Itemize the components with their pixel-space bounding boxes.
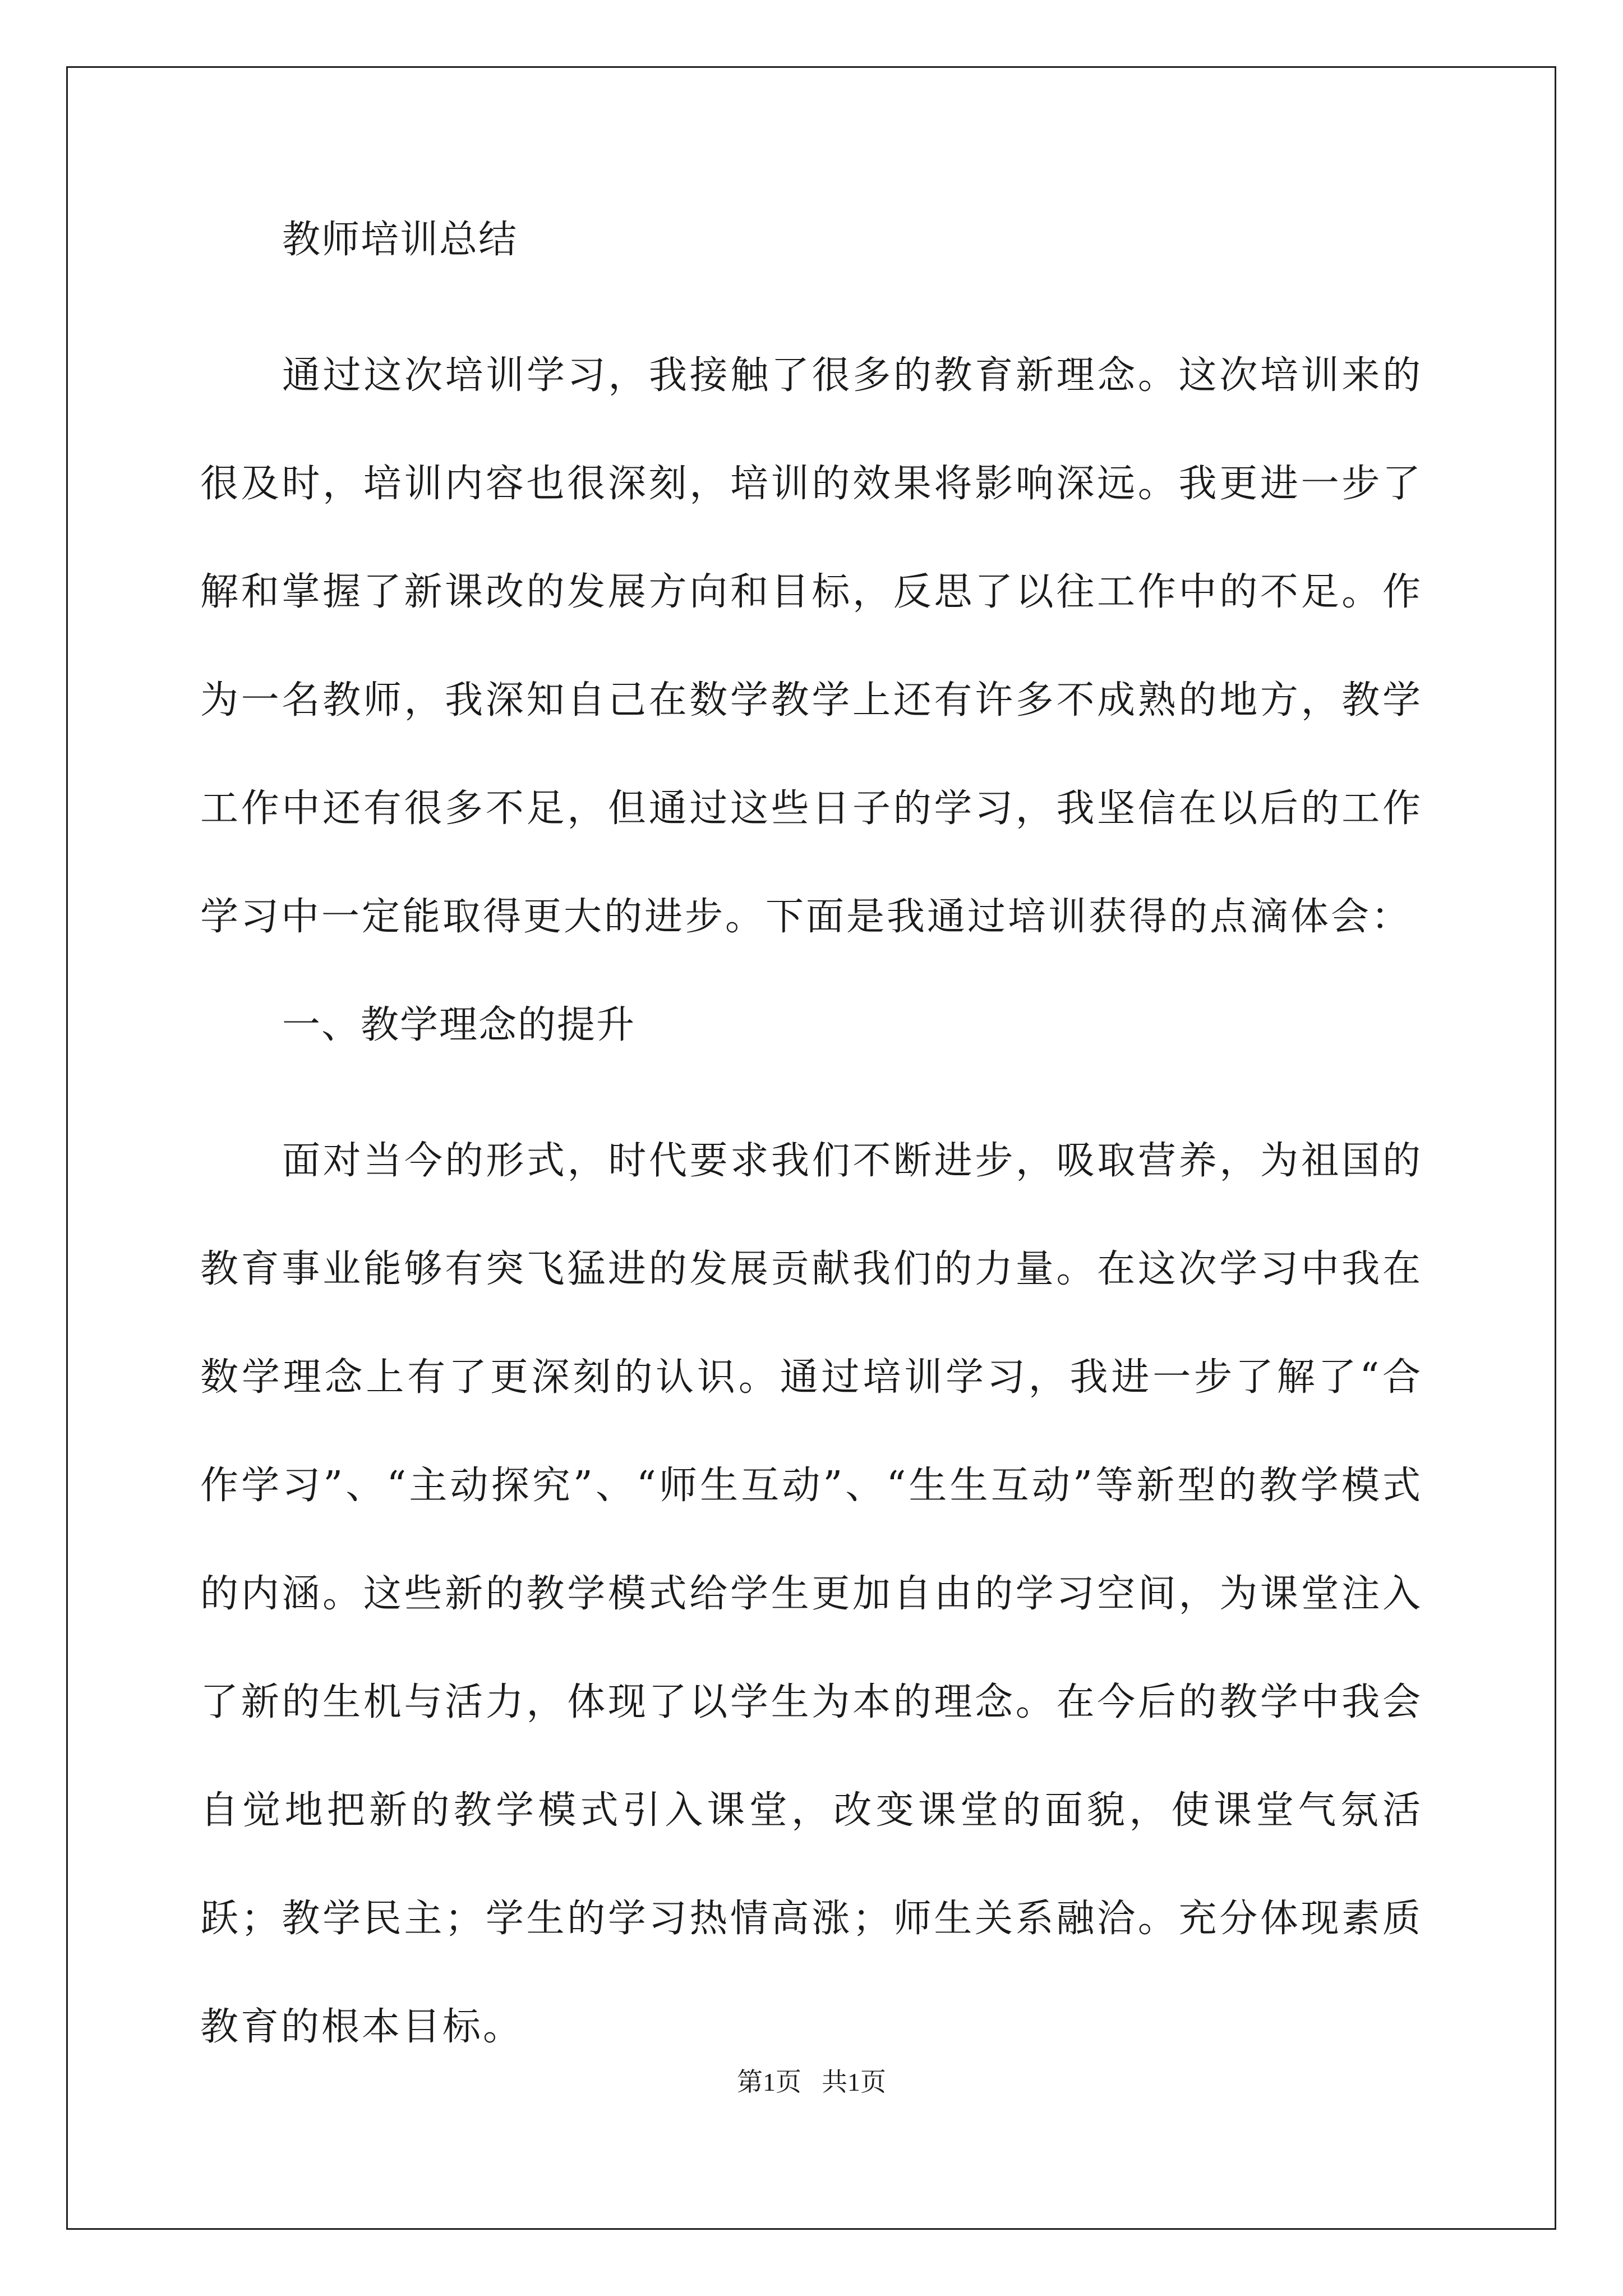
paragraph-intro: 通过这次培训学习，我接触了很多的教育新理念。这次培训来的很及时，培训内容也很深刻，培训的效果将影响深远。我更进一步了解和掌握了新课改的发展方向和目标，反思了以往工作中的不足。作为一名教师，我深知自己在数学教学上还有许多不成熟的地方，教学工作中还有很多不足，但通过这些日子的学习，我坚信在以后的工作学习中一定能取得更大的进步。下面是我通过培训获得的点滴体会： — [200, 353, 1423, 939]
document-body — [200, 213, 1423, 2109]
page-footer — [0, 2065, 1623, 2099]
section-heading: 一、教学理念的提升 — [282, 1003, 636, 1047]
document-title: 教师培训总结 — [282, 218, 518, 262]
page-number: 第1页 — [737, 2068, 801, 2096]
page-count: 共1页 — [822, 2068, 886, 2096]
paragraph-section-1: 面对当今的形式，时代要求我们不断进步，吸取营养，为祖国的教育事业能够有突飞猛进的发展贡献我们的力量。在这次学习中我在数学理念上有了更深刻的认识。通过培训学习，我进一步了解了“合作学习”、“主动探究”、“师生互动”、“生生互动”等新型的教学模式的内涵。这些新的教学模式给学生更加自由的学习空间，为课堂注入了新的生机与活力，体现了以学生为本的理念。在今后的教学中我会自觉地把新的教学模式引入课堂，改变课堂的面貌，使课堂气氛活跃；教学民主；学生的学习热情高涨；师生关系融洽。充分体现素质教育的根本目标。 — [200, 1139, 1423, 2049]
